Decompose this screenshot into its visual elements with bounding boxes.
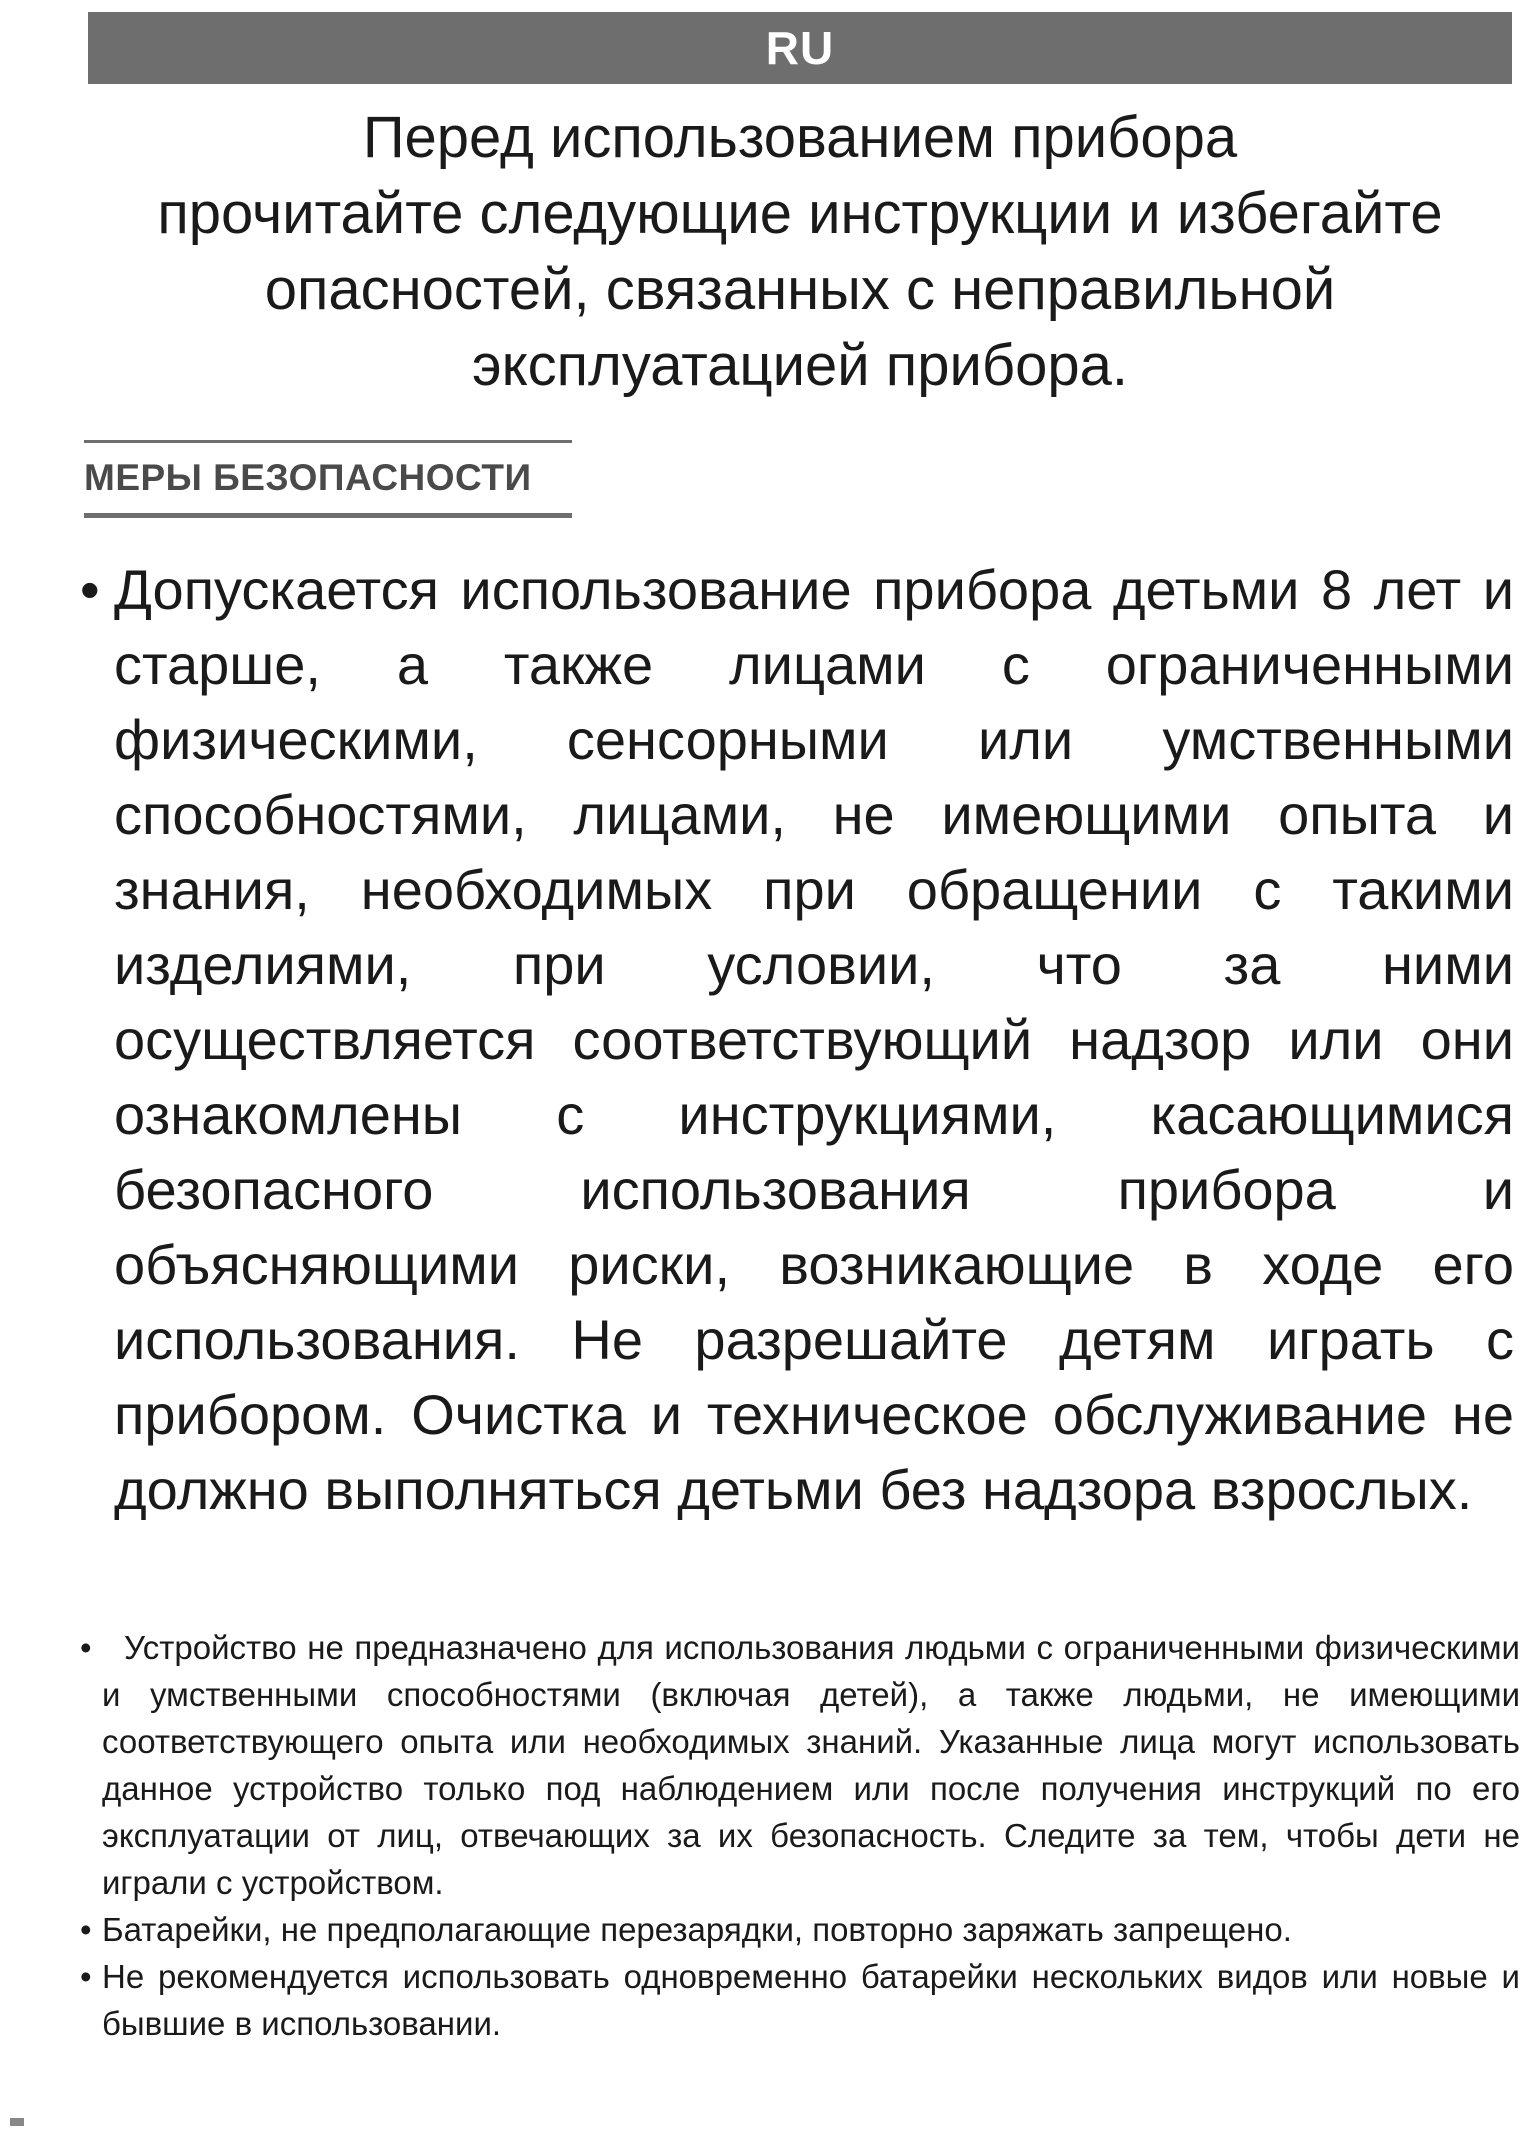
language-header-bar: [88, 12, 1512, 84]
bullet-marker: •: [80, 1958, 92, 1995]
bullet-marker: •: [80, 1911, 92, 1948]
intro-line: прочитайте следующие инструкции и избегайте: [157, 181, 1443, 246]
language-code: RU: [765, 22, 835, 74]
list-item: [80, 1624, 1520, 1906]
intro-line: опасностей, связанных с неправильной: [264, 257, 1336, 322]
list-item: [80, 1953, 1520, 2047]
list-item-text: Не рекомендуется использовать одновременно батарейки нескольких видов или новые и бывшие в использовании.: [102, 1958, 1520, 2042]
section-heading: [84, 440, 572, 518]
bullet-marker: •: [80, 558, 100, 621]
intro-line: Перед использованием прибора: [362, 105, 1238, 170]
list-item-text: Устройство не предназначено для использования людьми с ограниченными физическими и умственными способностями (включая детей), а также людьми, не имеющими соответствующего опыта или необходимых знаний. Указанные лица могут использовать данное устройство только под наблюдением или после получения инструкций по его эксплуатации от лиц, отвечающих за их безопасность. Следите за тем, чтобы дети не играли с устройством.: [102, 1629, 1520, 1901]
bullet-marker: •: [80, 1629, 92, 1666]
safety-item-main: [80, 552, 1514, 1527]
safety-list: [80, 1624, 1520, 2047]
safety-item-text: Допускается использование прибора детьми 8 лет и старше, а также лицами с ограниченными физическими, сенсорными или умственными способностями, лицами, не имеющими опыта и знания, необходимых при обращении с такими изделиями, при условии, что за ними осуществляется соответствующий надзор или они ознакомлены с инструкциями, касающимися безопасного использования прибора и объясняющими риски, возникающие в ходе его использования. Не разрешайте детям играть с прибором. Очистка и техническое обслуживание не должно выполняться детьми без надзора взрослых.: [114, 558, 1514, 1521]
page-corner-mark: [10, 2118, 24, 2126]
list-item: [80, 1906, 1520, 1953]
intro-notice: [88, 100, 1512, 404]
list-item-text: Батарейки, не предполагающие перезарядки, повторно заряжать запрещено.: [102, 1911, 1292, 1948]
section-title: МЕРЫ БЕЗОПАСНОСТИ: [84, 457, 532, 498]
intro-line: эксплуатацией прибора.: [472, 333, 1128, 398]
